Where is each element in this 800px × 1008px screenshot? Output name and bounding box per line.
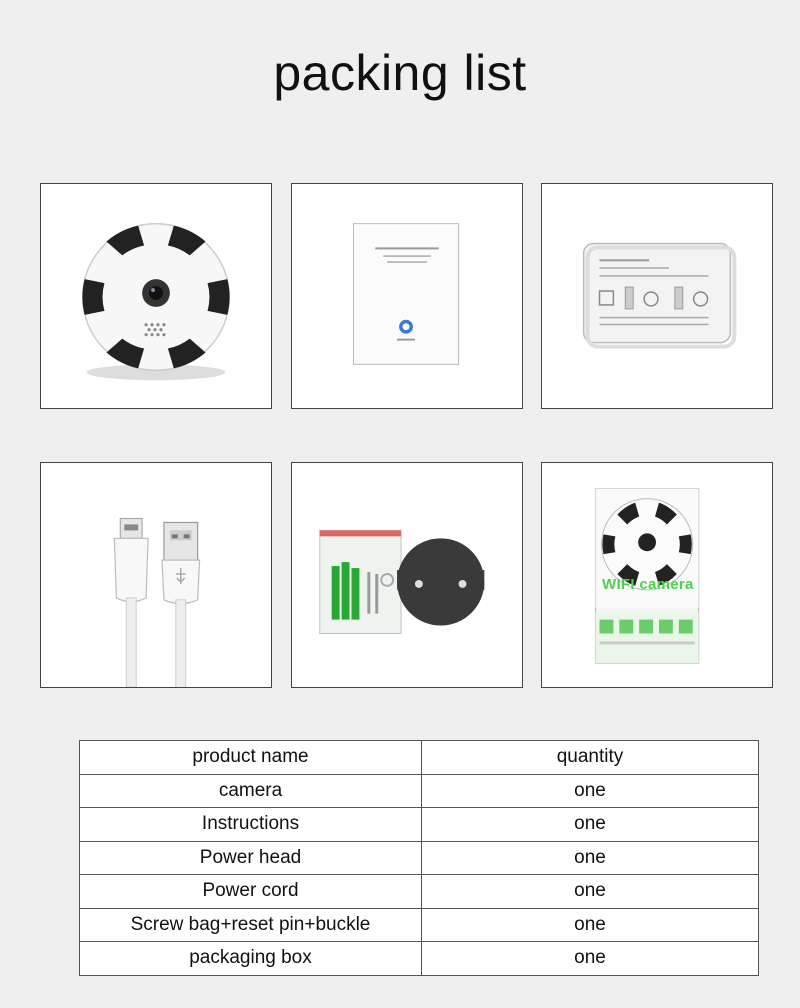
row-quantity: one <box>422 942 759 976</box>
header-product-name: product name <box>80 741 422 775</box>
row-product: packaging box <box>80 942 422 976</box>
box-overlay-text: WIFI camera <box>602 576 694 593</box>
table-row <box>80 841 759 875</box>
power-cord-image <box>40 462 272 688</box>
row-product: Power head <box>80 841 422 875</box>
table-row <box>80 942 759 976</box>
row-product: Instructions <box>80 808 422 842</box>
row-quantity: one <box>422 841 759 875</box>
instructions-image <box>291 183 523 409</box>
packaging-box-image <box>541 462 773 688</box>
page-title: packing list <box>273 45 527 101</box>
table-row <box>80 808 759 842</box>
table-row <box>80 908 759 942</box>
power-head-image <box>541 183 773 409</box>
row-product: camera <box>80 774 422 808</box>
packing-table <box>79 740 759 976</box>
row-quantity: one <box>422 808 759 842</box>
row-quantity: one <box>422 774 759 808</box>
row-quantity: one <box>422 908 759 942</box>
header-quantity: quantity <box>422 741 759 775</box>
row-product: Power cord <box>80 875 422 909</box>
row-quantity: one <box>422 875 759 909</box>
camera-image <box>40 183 272 409</box>
row-product: Screw bag+reset pin+buckle <box>80 908 422 942</box>
table-row <box>80 875 759 909</box>
screw-bag-image <box>291 462 523 688</box>
table-row <box>80 774 759 808</box>
table-header-row <box>80 741 759 775</box>
